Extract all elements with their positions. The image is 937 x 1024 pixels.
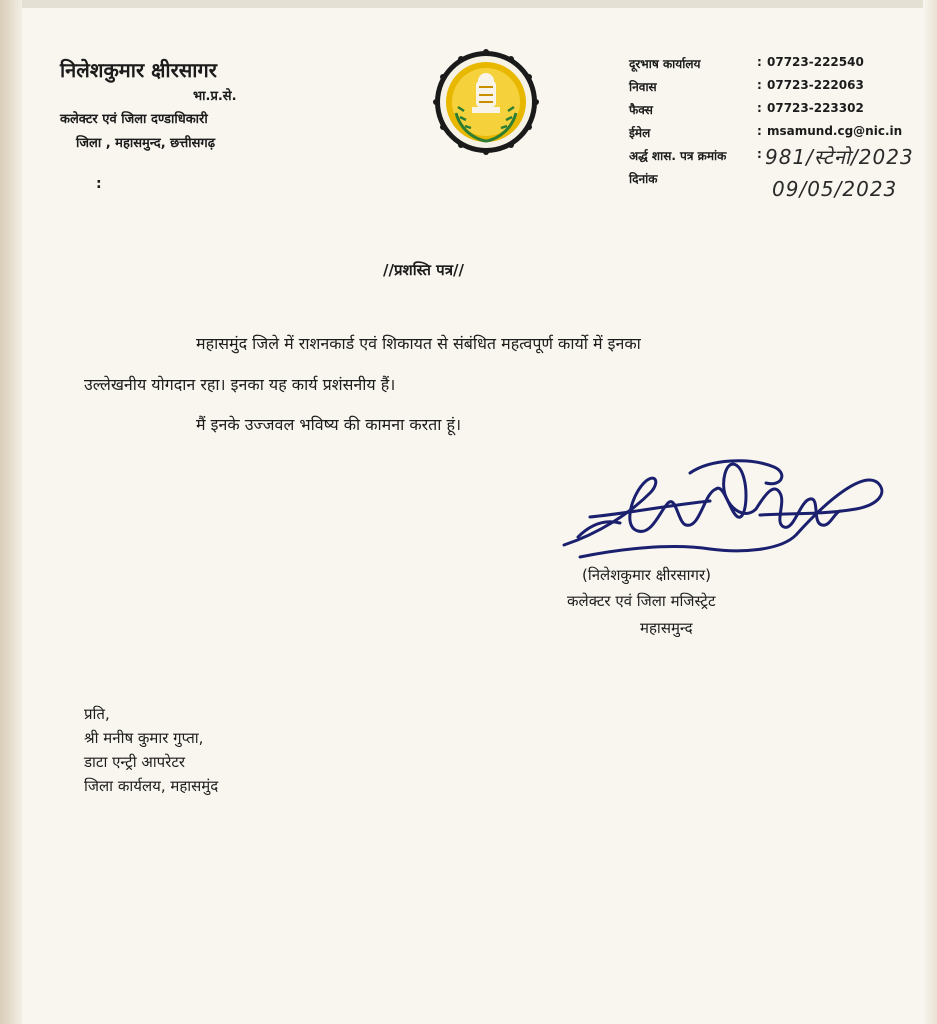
stray-mark: :: [96, 176, 102, 192]
contact-colon: :: [757, 124, 762, 138]
contact-label-office-phone: दूरभाष कार्यालय: [629, 57, 701, 71]
handwritten-letter-number: 981/स्टेनो/2023: [765, 145, 914, 169]
contact-label-fax: फैक्स: [629, 103, 653, 117]
signatory-name: (निलेशकुमार क्षीरसागर): [582, 566, 711, 584]
contact-label-email: ईमेल: [629, 126, 651, 140]
contact-label-letter-number: अर्द्ध शास. पत्र क्रमांक: [629, 149, 727, 163]
body-paragraph-1-line-2: उल्लेखनीय योगदान रहा। इनका यह कार्य प्रशंसनीय हैं।: [84, 375, 396, 394]
contact-label-date: दिनांक: [629, 172, 658, 186]
recipient-office: जिला कार्यलय, महासमुंद: [84, 777, 219, 795]
sender-designation: कलेक्टर एवं जिला दण्डाधिकारी: [60, 112, 208, 127]
contact-value-fax: 07723-223302: [767, 101, 864, 115]
signatory-designation: कलेक्टर एवं जिला मजिस्ट्रेट: [567, 592, 716, 610]
signature: [560, 453, 890, 565]
contact-value-email: msamund.cg@nic.in: [767, 124, 903, 138]
handwritten-date: 09/05/2023: [772, 177, 898, 201]
contact-colon: :: [757, 55, 762, 69]
body-paragraph-2: मैं इनके उज्जवल भविष्य की कामना करता हूं।: [196, 415, 462, 434]
recipient-prefix: प्रति,: [84, 705, 110, 723]
body-paragraph-1-line-1: महासमुंद जिले में राशनकार्ड एवं शिकायत से संबंधित महत्वपूर्ण कार्यो में इनका: [196, 334, 641, 353]
scan-left-edge: [0, 0, 22, 1024]
chhattisgarh-government-emblem-icon: [432, 47, 540, 157]
contact-colon: :: [757, 147, 762, 161]
contact-colon: :: [757, 101, 762, 115]
contact-colon: :: [757, 78, 762, 92]
sender-name: निलेशकुमार क्षीरसागर: [60, 58, 217, 82]
recipient-name: श्री मनीष कुमार गुप्ता,: [84, 729, 204, 747]
scan-top-edge: [0, 0, 937, 8]
contact-value-office-phone: 07723-222540: [767, 55, 864, 69]
page-title: //प्रशस्ति पत्र//: [383, 261, 464, 279]
contact-label-residence: निवास: [629, 80, 657, 94]
contact-value-residence: 07723-222063: [767, 78, 864, 92]
signatory-place: महासमुन्द: [640, 619, 693, 637]
scan-right-edge: [923, 0, 937, 1024]
sender-service: भा.प्र.से.: [193, 89, 237, 104]
sender-district: जिला , महासमुन्द, छत्तीसगढ़: [76, 136, 216, 151]
recipient-designation: डाटा एन्ट्री आपरेटर: [84, 753, 186, 771]
